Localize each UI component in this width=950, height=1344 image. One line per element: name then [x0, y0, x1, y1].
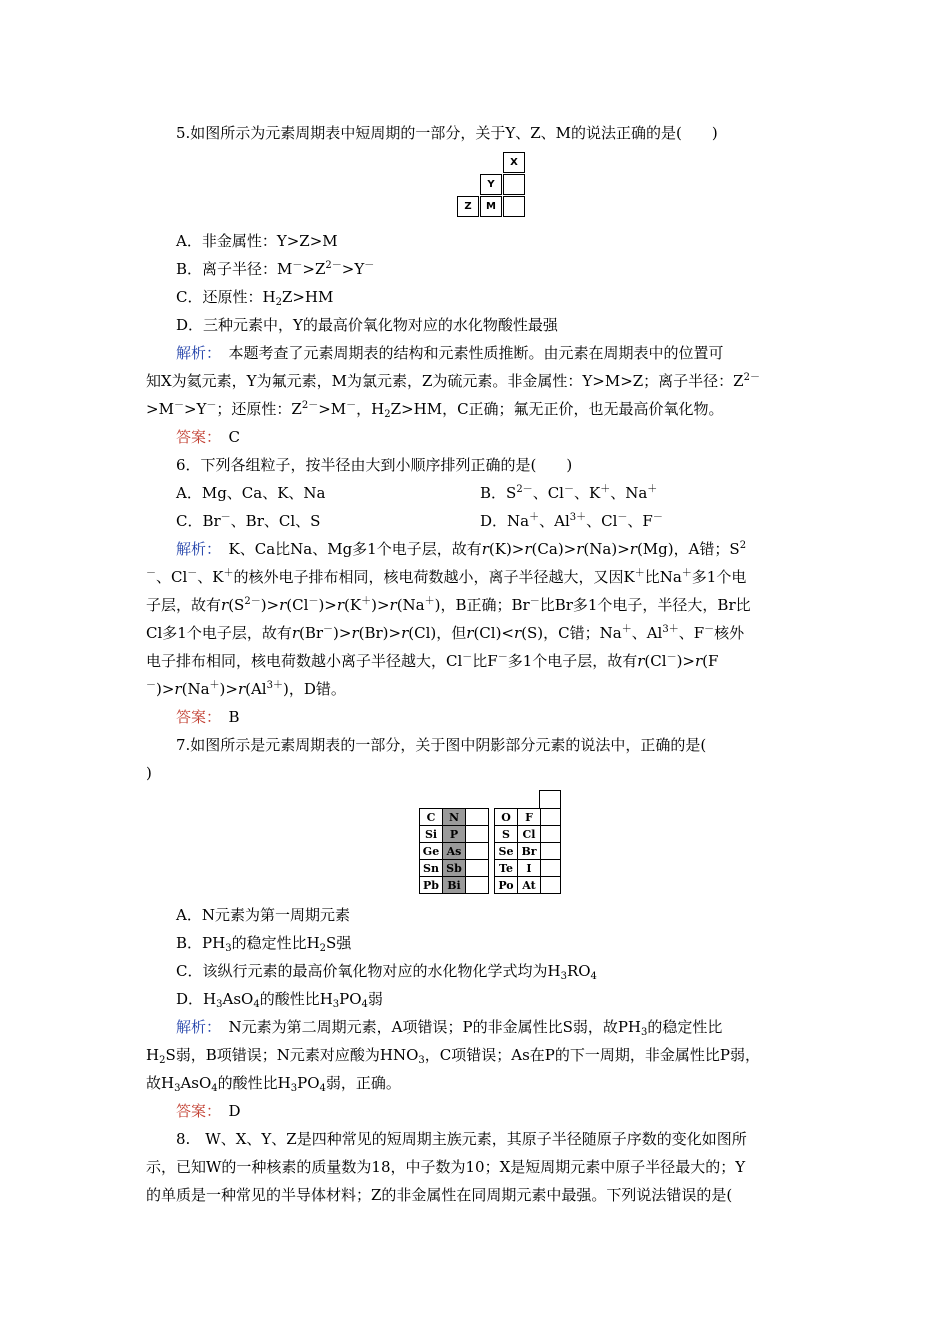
q6-analysis-line2: －、Cl－、K＋的核外电子排布相同，核电荷数越小，离子半径越大，又因K＋比Na＋多1个电 [146, 568, 747, 586]
q7-option-c: C．该纵行元素的最高价氧化物对应的水化物化学式均为$H_3RO_4$ [176, 962, 597, 982]
table-cell: I [517, 859, 541, 877]
q5-option-a: A．非金属性：Y>Z>M [176, 232, 338, 250]
q5-periodic-grid [456, 152, 525, 218]
q8-stem-line3: 的单质是一种常见的半导体材料；Z的非金属性在同周期元素中最强。下列说法错误的是( [146, 1186, 733, 1204]
table-cell-empty [465, 876, 489, 894]
q6-answer: 答案： B [176, 708, 240, 726]
table-cell: Se [494, 842, 518, 860]
table-cell-empty [539, 790, 561, 809]
q7-stem: 7.如图所示是元素周期表的一部分，关于图中阴影部分元素的说法中，正确的是( [176, 736, 707, 754]
q7-analysis-line2: $H_2S$弱，B项错误；N元素对应酸为$HNO_3$，C项错误；As在P的下一周期，非金属性比P弱， [146, 1046, 760, 1066]
table-cell: Br [517, 842, 541, 860]
table-cell: Sn [419, 859, 443, 877]
table-cell-empty [540, 859, 561, 877]
q6-option-d: D．Na＋、$Al^{3+}$、Cl－、F－ [480, 512, 663, 530]
table-cell-empty [540, 842, 561, 860]
table-cell-empty [465, 808, 489, 826]
table-cell: Te [494, 859, 518, 877]
grid-cell-z: Z [457, 196, 479, 217]
q6-analysis-line3: 子层，故有$r(S^{2-})>r(Cl^-)>r(K^+)>r(Na^+)$，B正确；Br－比Br多1个电子，半径大，Br比 [146, 596, 751, 614]
table-cell: Ge [419, 842, 443, 860]
q5-analysis-line2: 知X为氦元素，Y为氟元素，M为氯元素，Z为硫元素。非金属性：Y>M>Z；离子半径：$Z^{2-}$ [146, 372, 760, 390]
table-cell-empty [540, 808, 561, 826]
table-cell-shaded: N [442, 808, 466, 826]
table-cell: C [419, 808, 443, 826]
q5-stem: 5.如图所示为元素周期表中短周期的一部分，关于Y、Z、M的说法正确的是( ) [176, 124, 718, 142]
table-cell-empty [465, 842, 489, 860]
q6-option-b: B．$S^{2-}$、Cl－、K＋、Na＋ [480, 484, 658, 502]
q6-analysis-line6: $^-)>r(Na^+)>r(Al^{3+})$，D错。 [146, 680, 346, 698]
q7-analysis-line1: 解析： N元素为第二周期元素，A项错误；P的非金属性比S弱，故$PH_3$的稳定性比 [176, 1018, 723, 1038]
table-cell: Pb [419, 876, 443, 894]
table-cell: At [517, 876, 541, 894]
grid-cell-empty [503, 196, 525, 217]
q7-option-b: B．$PH_3$的稳定性比$H_2S$强 [176, 934, 352, 954]
q6-option-a: A．Mg、Ca、K、Na [176, 484, 326, 502]
table-cell-shaded: Sb [442, 859, 466, 877]
q7-analysis-line3: 故$H_3AsO_4$的酸性比$H_3PO_4$弱，正确。 [146, 1074, 401, 1094]
table-cell-shaded: Bi [442, 876, 466, 894]
grid-cell-empty [503, 174, 525, 195]
q7-answer: 答案： D [176, 1102, 241, 1120]
q7-stem-end: ) [146, 764, 152, 782]
grid-cell-m: M [480, 196, 502, 217]
table-cell: Cl [517, 825, 541, 843]
table-cell-empty [465, 825, 489, 843]
table-cell-empty [465, 859, 489, 877]
q5-analysis-line3: >M－>Y－；还原性：$Z^{2-}>M^-$，$H_2Z>HM$，C正确；氟无正价，也无最高价氧化物。 [146, 400, 724, 420]
q7-option-d: D．$H_3AsO_4$的酸性比$H_3PO_4$弱 [176, 990, 383, 1010]
table-cell-shaded: P [442, 825, 466, 843]
grid-cell-y: Y [480, 174, 502, 195]
table-cell-empty [540, 825, 561, 843]
table-cell-shaded: As [442, 842, 466, 860]
table-cell: Si [419, 825, 443, 843]
q6-analysis-line4: Cl多1个电子层，故有r(Br－)>r(Br)>r(Cl)，但r(Cl)<r(S)，C错；Na＋、$Al^{3+}$、F－核外 [146, 624, 745, 642]
q6-analysis-line1: 解析： K、Ca比Na、Mg多1个电子层，故有r(K)>r(Ca)>r(Na)>r(Mg)，A错；$S^2$ [176, 540, 747, 558]
q6-stem: 6．下列各组粒子，按半径由大到小顺序排列正确的是( ) [176, 456, 573, 474]
q5-option-b: B．离子半径：$M^->Z^{2-}>Y^-$ [176, 260, 375, 278]
q5-option-c: C．还原性：$H_2Z>HM$ [176, 288, 334, 308]
q5-option-d: D．三种元素中，Y的最高价氧化物对应的水化物酸性最强 [176, 316, 558, 334]
q5-analysis-line1: 解析： 本题考查了元素周期表的结构和元素性质推断。由元素在周期表中的位置可 [176, 344, 724, 362]
table-cell: S [494, 825, 518, 843]
q6-option-c: C．Br－、Br、Cl、S [176, 512, 321, 530]
table-cell: Po [494, 876, 518, 894]
table-cell: O [494, 808, 518, 826]
q8-stem-line2: 示，已知W的一种核素的质量数为18，中子数为10；X是短周期元素中原子半径最大的；Y [146, 1158, 746, 1176]
q8-stem-line1: 8. W、X、Y、Z是四种常见的短周期主族元素，其原子半径随原子序数的变化如图所 [176, 1130, 747, 1148]
table-cell-empty [540, 876, 561, 894]
q7-option-a: A．N元素为第一周期元素 [176, 906, 350, 924]
table-cell: F [517, 808, 541, 826]
q6-analysis-line5: 电子排布相同，核电荷数越小离子半径越大，Cl－比F－多1个电子层，故有r(Cl－)>r(F [146, 652, 719, 670]
q5-answer: 答案： C [176, 428, 241, 446]
grid-cell-x: X [503, 152, 525, 173]
